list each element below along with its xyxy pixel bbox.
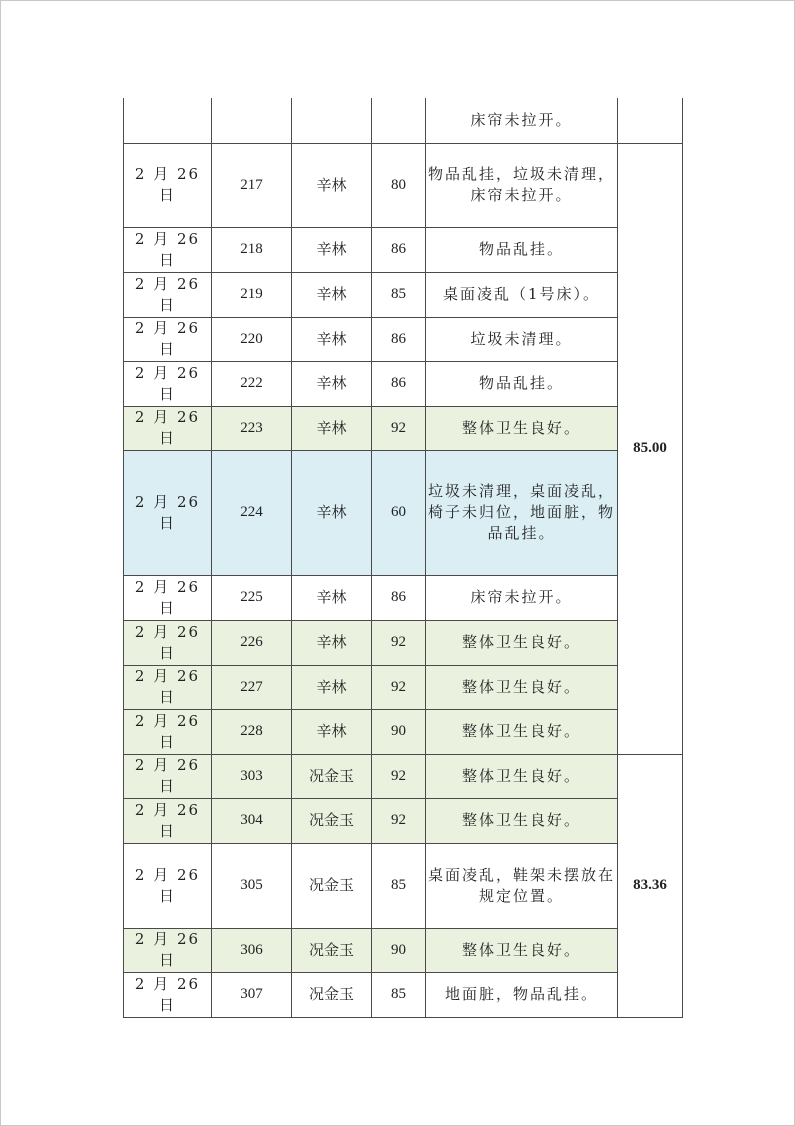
table-row bbox=[124, 620, 683, 665]
remark-cell: 整体卫生良好。 bbox=[426, 709, 618, 754]
name-cell: 况金玉 bbox=[292, 928, 372, 972]
score-cell: 85 bbox=[372, 843, 426, 928]
name-cell bbox=[292, 98, 372, 143]
score-cell bbox=[372, 98, 426, 143]
table-row bbox=[124, 272, 683, 317]
date-cell: 2 月 26 日 bbox=[124, 361, 212, 406]
date-cell: 2 月 26 日 bbox=[124, 620, 212, 665]
date-cell: 2 月 26 日 bbox=[124, 272, 212, 317]
date-cell: 2 月 26 日 bbox=[124, 798, 212, 843]
remark-cell: 整体卫生良好。 bbox=[426, 665, 618, 709]
name-cell: 辛林 bbox=[292, 272, 372, 317]
remark-cell: 整体卫生良好。 bbox=[426, 406, 618, 450]
room-cell: 219 bbox=[212, 272, 292, 317]
date-cell: 2 月 26 日 bbox=[124, 928, 212, 972]
name-cell: 况金玉 bbox=[292, 754, 372, 798]
score-cell: 92 bbox=[372, 754, 426, 798]
date-cell: 2 月 26 日 bbox=[124, 709, 212, 754]
score-cell: 92 bbox=[372, 406, 426, 450]
room-cell: 303 bbox=[212, 754, 292, 798]
name-cell: 况金玉 bbox=[292, 972, 372, 1017]
score-cell: 86 bbox=[372, 317, 426, 361]
date-cell: 2 月 26 日 bbox=[124, 754, 212, 798]
score-cell: 90 bbox=[372, 928, 426, 972]
date-cell: 2 月 26 日 bbox=[124, 665, 212, 709]
room-cell: 222 bbox=[212, 361, 292, 406]
name-cell: 况金玉 bbox=[292, 798, 372, 843]
table-row bbox=[124, 843, 683, 928]
date-cell: 2 月 26 日 bbox=[124, 317, 212, 361]
table-row bbox=[124, 575, 683, 620]
name-cell: 辛林 bbox=[292, 709, 372, 754]
table-row bbox=[124, 406, 683, 450]
room-cell: 225 bbox=[212, 575, 292, 620]
remark-cell: 物品乱挂，垃圾未清理，床帘未拉开。 bbox=[426, 143, 618, 227]
name-cell: 辛林 bbox=[292, 620, 372, 665]
date-cell: 2 月 26 日 bbox=[124, 227, 212, 272]
remark-cell: 整体卫生良好。 bbox=[426, 928, 618, 972]
date-cell: 2 月 26 日 bbox=[124, 843, 212, 928]
average-score-cell: 83.36 bbox=[618, 754, 683, 1017]
table-row bbox=[124, 754, 683, 798]
date-cell: 2 月 26 日 bbox=[124, 575, 212, 620]
room-cell bbox=[212, 98, 292, 143]
room-cell: 223 bbox=[212, 406, 292, 450]
average-score-cell: 85.00 bbox=[618, 143, 683, 754]
name-cell: 辛林 bbox=[292, 406, 372, 450]
score-cell: 92 bbox=[372, 798, 426, 843]
name-cell: 辛林 bbox=[292, 665, 372, 709]
table-row bbox=[124, 798, 683, 843]
name-cell: 辛林 bbox=[292, 450, 372, 575]
date-cell: 2 月 26 日 bbox=[124, 406, 212, 450]
score-cell: 86 bbox=[372, 227, 426, 272]
table-row bbox=[124, 972, 683, 1017]
room-cell: 220 bbox=[212, 317, 292, 361]
room-cell: 306 bbox=[212, 928, 292, 972]
table-row bbox=[124, 665, 683, 709]
table-row bbox=[124, 450, 683, 575]
name-cell: 辛林 bbox=[292, 317, 372, 361]
remark-cell: 整体卫生良好。 bbox=[426, 754, 618, 798]
name-cell: 辛林 bbox=[292, 227, 372, 272]
table-row bbox=[124, 317, 683, 361]
remark-cell: 垃圾未清理，桌面凌乱，椅子未归位，地面脏，物品乱挂。 bbox=[426, 450, 618, 575]
score-cell: 90 bbox=[372, 709, 426, 754]
score-cell: 85 bbox=[372, 272, 426, 317]
table-row bbox=[124, 98, 683, 143]
remark-cell: 物品乱挂。 bbox=[426, 227, 618, 272]
remark-cell: 整体卫生良好。 bbox=[426, 798, 618, 843]
remark-cell: 物品乱挂。 bbox=[426, 361, 618, 406]
date-cell bbox=[124, 98, 212, 143]
score-cell: 86 bbox=[372, 361, 426, 406]
date-cell: 2 月 26 日 bbox=[124, 450, 212, 575]
score-cell: 85 bbox=[372, 972, 426, 1017]
date-cell: 2 月 26 日 bbox=[124, 143, 212, 227]
score-cell: 80 bbox=[372, 143, 426, 227]
hygiene-score-table bbox=[123, 98, 683, 1018]
table-row bbox=[124, 361, 683, 406]
room-cell: 305 bbox=[212, 843, 292, 928]
table-row bbox=[124, 928, 683, 972]
name-cell: 辛林 bbox=[292, 575, 372, 620]
remark-cell: 垃圾未清理。 bbox=[426, 317, 618, 361]
average-score-cell bbox=[618, 98, 683, 143]
room-cell: 228 bbox=[212, 709, 292, 754]
score-cell: 86 bbox=[372, 575, 426, 620]
room-cell: 217 bbox=[212, 143, 292, 227]
remark-cell: 床帘未拉开。 bbox=[426, 575, 618, 620]
room-cell: 307 bbox=[212, 972, 292, 1017]
room-cell: 226 bbox=[212, 620, 292, 665]
remark-cell: 桌面凌乱（1号床）。 bbox=[426, 272, 618, 317]
score-cell: 92 bbox=[372, 665, 426, 709]
table-body bbox=[124, 98, 683, 1017]
date-cell: 2 月 26 日 bbox=[124, 972, 212, 1017]
remark-cell: 桌面凌乱，鞋架未摆放在规定位置。 bbox=[426, 843, 618, 928]
name-cell: 辛林 bbox=[292, 361, 372, 406]
remark-cell: 地面脏，物品乱挂。 bbox=[426, 972, 618, 1017]
room-cell: 227 bbox=[212, 665, 292, 709]
room-cell: 304 bbox=[212, 798, 292, 843]
table-row bbox=[124, 143, 683, 227]
score-cell: 92 bbox=[372, 620, 426, 665]
name-cell: 况金玉 bbox=[292, 843, 372, 928]
remark-cell: 整体卫生良好。 bbox=[426, 620, 618, 665]
name-cell: 辛林 bbox=[292, 143, 372, 227]
room-cell: 224 bbox=[212, 450, 292, 575]
table-row bbox=[124, 227, 683, 272]
score-cell: 60 bbox=[372, 450, 426, 575]
room-cell: 218 bbox=[212, 227, 292, 272]
remark-cell: 床帘未拉开。 bbox=[426, 98, 618, 143]
table-row bbox=[124, 709, 683, 754]
